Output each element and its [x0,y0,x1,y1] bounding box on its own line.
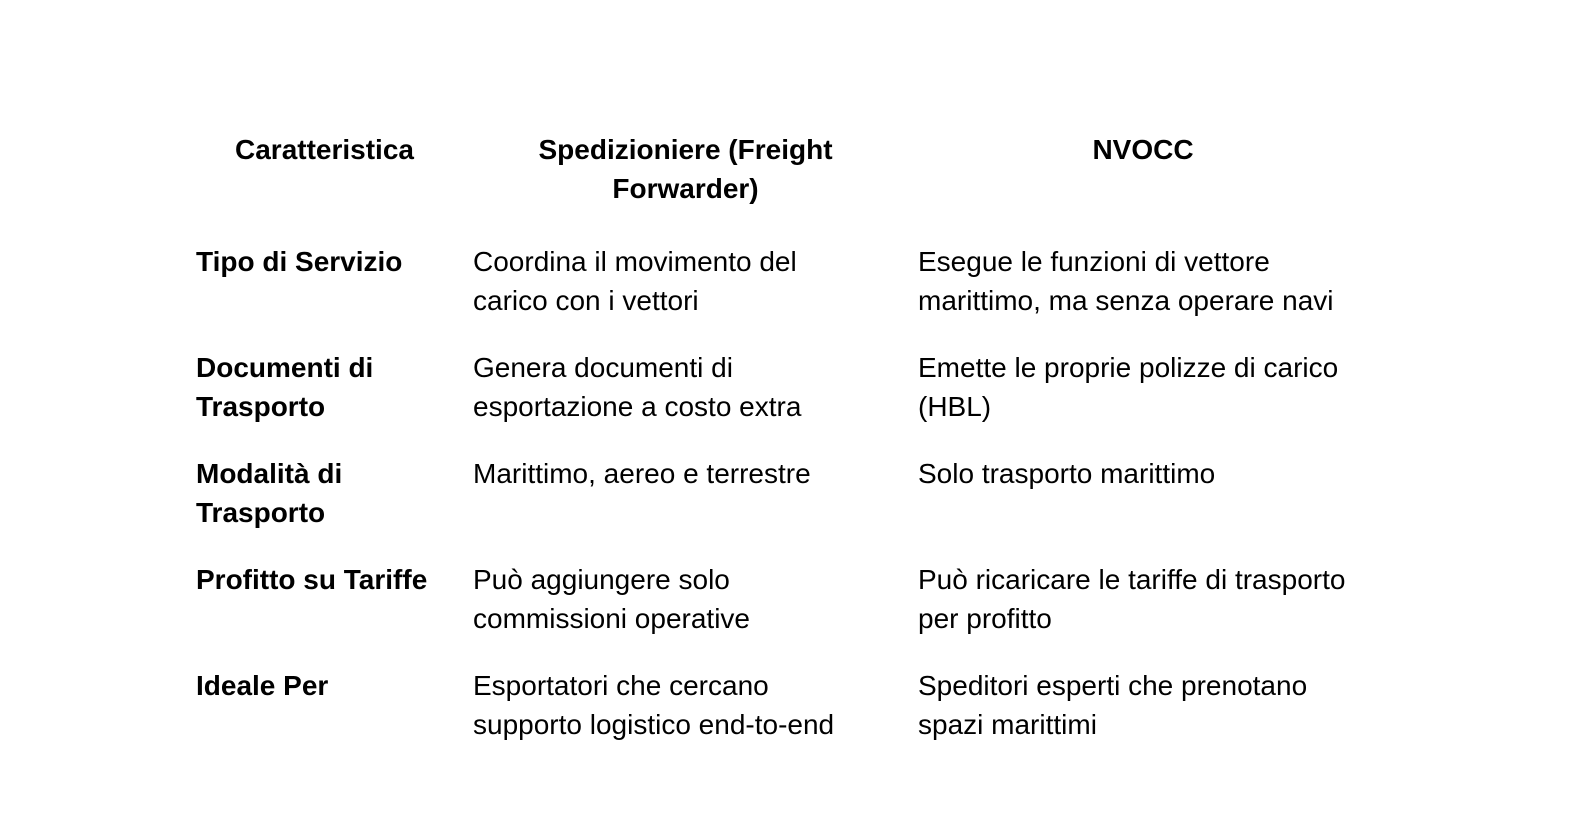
table-row [186,658,1378,764]
nvocc-cell: Può ricaricare le tariffe di trasporto per profitto [918,564,1346,634]
forwarder-cell: Può aggiungere solo commissioni operative [473,564,750,634]
nvocc-cell: Emette le proprie polizze di carico (HBL) [918,352,1339,422]
row-label: Ideale Per [196,670,329,701]
comparison-table [186,122,1378,764]
nvocc-cell: Speditori esperti che prenotano spazi marittimi [918,670,1308,740]
header-caratteristica: Caratteristica [235,134,414,165]
table-body [186,234,1378,764]
table-row [186,340,1378,446]
table-header [186,122,1378,234]
row-label: Profitto su Tariffe [196,564,428,595]
row-label: Documenti di Trasporto [196,352,374,422]
table-row [186,552,1378,658]
forwarder-cell: Marittimo, aereo e terrestre [473,458,811,489]
table-row [186,446,1378,552]
forwarder-cell: Coordina il movimento del carico con i vettori [473,246,797,316]
header-row [186,122,1378,234]
header-spedizioniere: Spedizioniere (Freight Forwarder) [538,134,833,204]
row-label: Tipo di Servizio [196,246,403,277]
forwarder-cell: Genera documenti di esportazione a costo extra [473,352,802,422]
nvocc-cell: Esegue le funzioni di vettore marittimo, ma senza operare navi [918,246,1334,316]
row-label: Modalità di Trasporto [196,458,343,528]
table-row [186,234,1378,340]
nvocc-cell: Solo trasporto marittimo [918,458,1216,489]
header-nvocc: NVOCC [1092,134,1194,165]
forwarder-cell: Esportatori che cercano supporto logistico end-to-end [473,670,835,740]
